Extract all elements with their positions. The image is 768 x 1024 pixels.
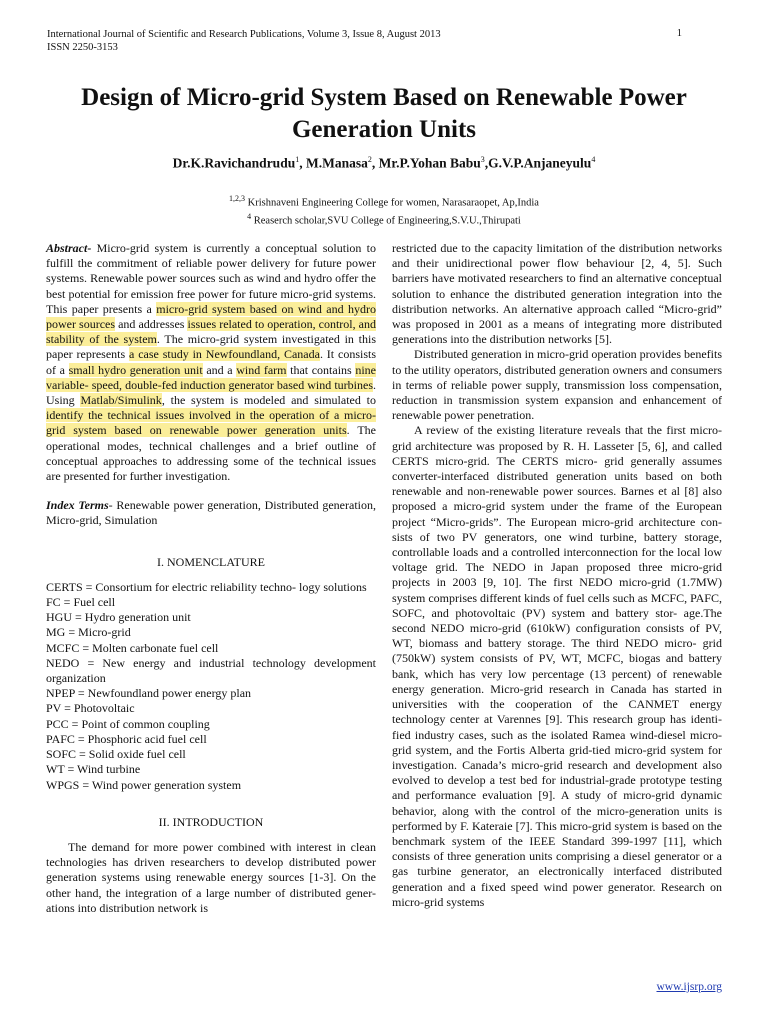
affiliation-sup: 1,2,3 bbox=[229, 194, 246, 203]
author-list: Dr.K.Ravichandrudu$^1$, M.Manasa$^2$, Mr.P.Yohan Babu$^3$,G.V.P.Anjaneyulu$^4$ bbox=[172, 155, 596, 171]
affiliation-text: Reaserch scholar,SVU College of Engineering,S.V.U.,Thirupati bbox=[253, 215, 521, 226]
nomenclature-item: PAFC = Phosphoric acid fuel cell bbox=[46, 731, 207, 746]
highlighted-text: wind farm bbox=[236, 362, 287, 377]
highlighted-text: micro-grid system based on wind and hydro power sources bbox=[46, 301, 376, 332]
nomenclature-item: MCFC = Molten carbonate fuel cell bbox=[46, 640, 219, 655]
abstract-text: . The operational modes, technical challenges and a brief outline of conceptual approaches to addressing some of the technical issues are presented for further investigation. bbox=[46, 423, 376, 484]
affiliation-text: Krishnaveni Engineering College for women, Narasaraopet, Ap,India bbox=[247, 197, 539, 209]
author-name: Mr.P.Yohan Babu bbox=[378, 155, 481, 171]
nomenclature-item: NEDO = New energy and industrial technology development organization bbox=[46, 655, 376, 686]
author-sup: 1 bbox=[295, 155, 300, 164]
author-sup: 3 bbox=[480, 155, 485, 164]
highlighted-text: small hydro generation unit bbox=[68, 362, 203, 377]
index-terms-label: Index Terms bbox=[46, 498, 109, 513]
affiliation-line bbox=[40, 192, 728, 210]
highlighted-text: Matlab/Simulink bbox=[80, 393, 162, 408]
nomenclature-item: HGU = Hydro generation unit bbox=[46, 610, 191, 625]
abstract-label: Abstract- bbox=[46, 241, 92, 255]
page-number: 1 bbox=[676, 28, 682, 39]
nomenclature-item: PV = Photovoltaic bbox=[46, 701, 135, 716]
author-name: G.V.P.Anjaneyulu bbox=[488, 155, 592, 171]
nomenclature-item: PCC = Point of common coupling bbox=[46, 716, 210, 731]
nomenclature-item: FC = Fuel cell bbox=[46, 595, 116, 610]
body-paragraph: restricted due to the capacity limitation of the distribution networks and their unidirectional power flow behaviour [2, 4, 5]. Such barriers have motivated researchers to find an alternative conceptual solution to enhance the distributed generation integration into the distribution networks. An alternative approach called “Micro-grid” was proposed in 2001 as a means of integrating more distributed generations into the distribution networks [5]. bbox=[392, 241, 722, 347]
highlighted-text: nine variable- speed, double-fed induction generator based wind turbines bbox=[46, 362, 377, 392]
abstract-text: . The micro-grid system investigated in this paper represents bbox=[46, 332, 377, 362]
affiliation-line bbox=[40, 210, 728, 228]
nomenclature-item: NPEP = Newfoundland power energy plan bbox=[46, 686, 252, 701]
introduction-paragraph: The demand for more power combined with interest in clean technologies has driven researchers to develop distributed power generation systems using renewable energy sources [1-3]. On the other hand, the integration of a large number of distributed gener- ations into distribution network is bbox=[46, 839, 376, 915]
abstract-text: that contains bbox=[286, 362, 356, 377]
index-terms bbox=[46, 498, 376, 528]
highlighted-text: issues related to operation, control, and stability of the system bbox=[46, 317, 376, 347]
introduction-heading: II. INTRODUCTION bbox=[158, 814, 264, 829]
issn-line: ISSN 2250-3153 bbox=[47, 42, 118, 53]
abstract-text: and a bbox=[202, 362, 237, 377]
author-name: Dr.K.Ravichandrudu bbox=[172, 155, 296, 171]
author-name: M.Manasa bbox=[305, 155, 368, 171]
journal-url-link[interactable]: www.ijsrp.org bbox=[656, 981, 722, 993]
affiliation-sup: 4 bbox=[247, 211, 252, 221]
highlighted-text: a case study in Newfoundland, Canada bbox=[129, 347, 320, 362]
nomenclature-item: WT = Wind turbine bbox=[46, 762, 141, 777]
abstract-text: . It consists of a bbox=[46, 347, 376, 377]
abstract-text: , the system is modeled and simulated to bbox=[161, 393, 376, 408]
body-paragraph: A review of the existing literature reveals that the first micro-grid architecture was proposed by R. H. Lasseter [5, 6], and called CERTS micro-grid. The CERTS micro- grid generally assumes converter-interfaced distributed generation units based on both renewable and non-renewable power sources. Barnes et al [8] also proposed a micro-grid system under the frame of the European project “Micro-grids”. The European micro-grid architecture con- sists of two PV generators, one wind turbine, battery storage, controllable loads and a controlled interconnection for the local low voltage grid. The NEDO in Japan proposed three micro-grid projects in 2003 [9, 10]. The first NEDO micro-grid (1.7MW) system comprises different kinds of fuel cells such as MCFC, PAFC, SOFC, and photovoltaic (PV) system and battery stor- age.The second NEDO micro-grid (610kW) configuration consists of PV, WT, biomass and battery storage. The third NEDO micro- grid (750kW) system consists of PV, WT, MCFC, biogas and battery bank, which has very low percentage (13 percent) of renewable energy generation. Micro-grid research in Canada has started in universities with the cooperation of the CANMET energy technology center at Varennes [9]. This research group has identi- fied industry cases, such as the isolated Ramea wind-diesel micro- grid system, and the Fortis Alberta grid-tied micro-grid system for investigation. Canada’s micro-grid research and development also evolved to develop a test bed for industrial-grade prototype testing and performance evaluation [9]. A study of micro-grid dynamic behavior, along with the control of the micro-generation units is performed by F. Kateraie [7]. This micro-grid system is based on the benchmark system of the IEEE Standard 399-1997 [11], which consists of three generation units comprising a diesel generator or a gas turbine generator, an electronically interfaced distributed generation and a fixed speed wind power generator. Research on micro-grid systems bbox=[392, 423, 722, 909]
nomenclature-item: SOFC = Solid oxide fuel cell bbox=[46, 747, 186, 762]
author-sup: 4 bbox=[591, 155, 596, 164]
right-column bbox=[392, 241, 722, 910]
nomenclature-item: WPGS = Wind power generation system bbox=[46, 777, 242, 792]
abstract-text: Micro-grid system is currently a conceptual solution to fulfill the commitment of reliable power delivery for future power systems. Renewable power sources such as wind and hydro offer the best potential for emission free power for future micro-grid systems. This paper presents a bbox=[46, 241, 376, 316]
author-sup: 2 bbox=[367, 155, 372, 164]
highlighted-text: identify the technical issues involved in the operation of a micro-grid system based on renewable power generation units bbox=[46, 408, 376, 438]
nomenclature-item: MG = Micro-grid bbox=[46, 625, 131, 640]
paper-title: Design of Micro-grid System Based on Renewable Power Generation Units bbox=[81, 84, 687, 143]
abstract-text: . Using bbox=[46, 377, 376, 408]
nomenclature-heading: I. NOMENCLATURE bbox=[157, 554, 265, 569]
body-paragraph: Distributed generation in micro-grid operation provides benefits to the utility operators, distributed generation owners and consumers in terms of reliable power supply, transmission loss compensation, reduction in transmission system expansion and enhancement of renewable power penetration. bbox=[392, 347, 722, 423]
nomenclature-item: CERTS = Consortium for electric reliability techno- logy solutions bbox=[46, 579, 367, 594]
abstract bbox=[46, 241, 376, 484]
abstract-text: and addresses bbox=[115, 317, 188, 332]
running-header bbox=[47, 28, 441, 54]
affiliations bbox=[40, 192, 728, 227]
nomenclature-list bbox=[46, 580, 376, 793]
journal-line: International Journal of Scientific and Research Publications, Volume 3, Issue 8, August 2013 bbox=[47, 29, 441, 40]
index-terms-text: - Renewable power generation, Distributed generation, Micro-grid, Simulation bbox=[46, 498, 376, 528]
abstract-body bbox=[46, 241, 376, 483]
left-column bbox=[46, 241, 376, 916]
